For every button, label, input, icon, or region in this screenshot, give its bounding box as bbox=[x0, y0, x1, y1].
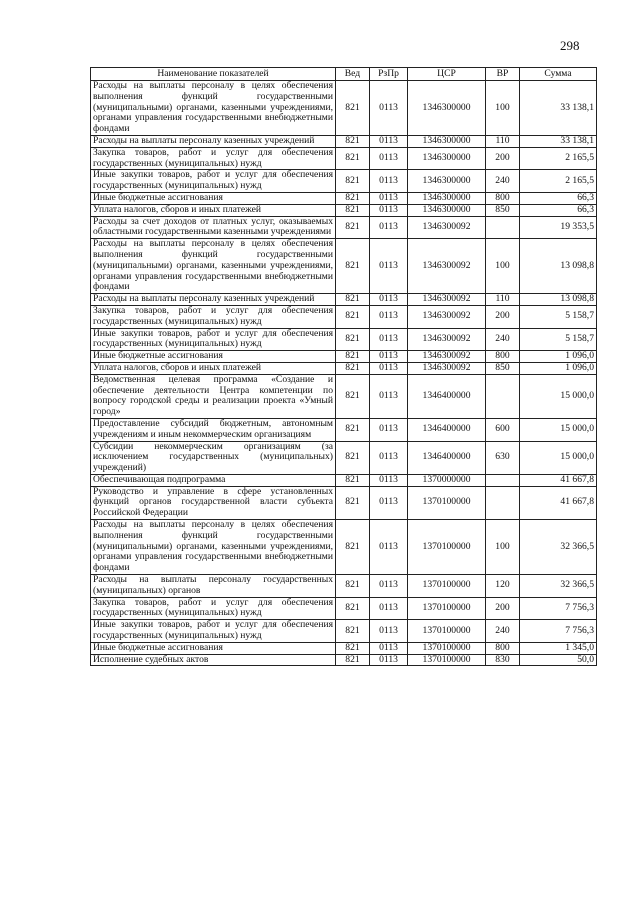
cell-sum: 41 667,8 bbox=[520, 486, 597, 519]
table-row bbox=[91, 170, 597, 193]
cell-vr: 630 bbox=[486, 441, 520, 474]
cell-vr: 100 bbox=[486, 520, 520, 575]
cell-ved: 821 bbox=[336, 575, 370, 598]
cell-rzpr: 0113 bbox=[370, 305, 408, 328]
table-row bbox=[91, 374, 597, 418]
cell-ved: 821 bbox=[336, 620, 370, 643]
cell-sum: 2 165,5 bbox=[520, 147, 597, 170]
cell-rzpr: 0113 bbox=[370, 642, 408, 654]
cell-rzpr: 0113 bbox=[370, 239, 408, 294]
cell-csr: 1370000000 bbox=[408, 474, 486, 486]
cell-ved: 821 bbox=[336, 305, 370, 328]
cell-vr: 120 bbox=[486, 575, 520, 598]
cell-vr: 800 bbox=[486, 192, 520, 204]
cell-sum: 7 756,3 bbox=[520, 597, 597, 620]
cell-csr: 1346300000 bbox=[408, 81, 486, 136]
table-row bbox=[91, 362, 597, 374]
cell-rzpr: 0113 bbox=[370, 486, 408, 519]
table-row bbox=[91, 575, 597, 598]
cell-rzpr: 0113 bbox=[370, 351, 408, 363]
table-header-row bbox=[91, 68, 597, 81]
cell-sum: 19 353,5 bbox=[520, 216, 597, 239]
cell-rzpr: 0113 bbox=[370, 474, 408, 486]
cell-rzpr: 0113 bbox=[370, 216, 408, 239]
table-row bbox=[91, 239, 597, 294]
cell-sum: 13 098,8 bbox=[520, 294, 597, 306]
cell-sum: 66,3 bbox=[520, 204, 597, 216]
cell-ved: 821 bbox=[336, 597, 370, 620]
table-row bbox=[91, 351, 597, 363]
cell-rzpr: 0113 bbox=[370, 328, 408, 351]
cell-rzpr: 0113 bbox=[370, 520, 408, 575]
cell-vr: 100 bbox=[486, 239, 520, 294]
cell-vr: 600 bbox=[486, 418, 520, 441]
cell-vr: 240 bbox=[486, 328, 520, 351]
cell-sum: 50,0 bbox=[520, 654, 597, 666]
table-row bbox=[91, 441, 597, 474]
cell-ved: 821 bbox=[336, 642, 370, 654]
cell-ved: 821 bbox=[336, 374, 370, 418]
cell-ved: 821 bbox=[336, 204, 370, 216]
cell-vr: 200 bbox=[486, 147, 520, 170]
header-vr: ВР bbox=[486, 68, 520, 81]
table-row bbox=[91, 418, 597, 441]
cell-ved: 821 bbox=[336, 351, 370, 363]
cell-rzpr: 0113 bbox=[370, 81, 408, 136]
cell-csr: 1370100000 bbox=[408, 597, 486, 620]
cell-ved: 821 bbox=[336, 170, 370, 193]
table-row bbox=[91, 620, 597, 643]
cell-ved: 821 bbox=[336, 135, 370, 147]
cell-csr: 1370100000 bbox=[408, 486, 486, 519]
cell-name: Иные бюджетные ассигнования bbox=[91, 192, 336, 204]
cell-sum: 1 096,0 bbox=[520, 362, 597, 374]
page-number: 298 bbox=[560, 38, 580, 53]
cell-rzpr: 0113 bbox=[370, 147, 408, 170]
cell-csr: 1370100000 bbox=[408, 575, 486, 598]
table-row bbox=[91, 192, 597, 204]
cell-rzpr: 0113 bbox=[370, 441, 408, 474]
cell-sum: 5 158,7 bbox=[520, 305, 597, 328]
cell-sum: 33 138,1 bbox=[520, 81, 597, 136]
table-row bbox=[91, 486, 597, 519]
cell-sum: 15 000,0 bbox=[520, 374, 597, 418]
cell-csr: 1346300092 bbox=[408, 362, 486, 374]
cell-name: Закупка товаров, работ и услуг для обеспечения государственных (муниципальных) нужд bbox=[91, 305, 336, 328]
cell-name: Иные закупки товаров, работ и услуг для обеспечения государственных (муниципальных) нужд bbox=[91, 170, 336, 193]
cell-vr: 850 bbox=[486, 204, 520, 216]
cell-csr: 1346400000 bbox=[408, 374, 486, 418]
header-csr: ЦСР bbox=[408, 68, 486, 81]
table-row bbox=[91, 305, 597, 328]
cell-ved: 821 bbox=[336, 239, 370, 294]
cell-sum: 66,3 bbox=[520, 192, 597, 204]
header-sum: Сумма bbox=[520, 68, 597, 81]
cell-vr: 850 bbox=[486, 362, 520, 374]
cell-name: Уплата налогов, сборов и иных платежей bbox=[91, 204, 336, 216]
cell-sum: 32 366,5 bbox=[520, 520, 597, 575]
cell-name: Иные закупки товаров, работ и услуг для обеспечения государственных (муниципальных) нужд bbox=[91, 328, 336, 351]
cell-ved: 821 bbox=[336, 474, 370, 486]
header-ved: Вед bbox=[336, 68, 370, 81]
table-row bbox=[91, 520, 597, 575]
header-name: Наименование показателей bbox=[91, 68, 336, 81]
cell-sum: 33 138,1 bbox=[520, 135, 597, 147]
cell-sum: 32 366,5 bbox=[520, 575, 597, 598]
cell-vr: 800 bbox=[486, 351, 520, 363]
cell-sum: 1 345,0 bbox=[520, 642, 597, 654]
table-body bbox=[91, 81, 597, 666]
cell-csr: 1346300092 bbox=[408, 239, 486, 294]
cell-ved: 821 bbox=[336, 147, 370, 170]
cell-rzpr: 0113 bbox=[370, 575, 408, 598]
cell-rzpr: 0113 bbox=[370, 374, 408, 418]
table-row bbox=[91, 147, 597, 170]
cell-vr: 110 bbox=[486, 135, 520, 147]
cell-name: Предоставление субсидий бюджетным, автономным учреждениям и иным некоммерческим организациям bbox=[91, 418, 336, 441]
table-row bbox=[91, 204, 597, 216]
cell-rzpr: 0113 bbox=[370, 135, 408, 147]
cell-vr: 200 bbox=[486, 597, 520, 620]
cell-csr: 1346300000 bbox=[408, 170, 486, 193]
cell-rzpr: 0113 bbox=[370, 654, 408, 666]
table-row bbox=[91, 597, 597, 620]
cell-csr: 1370100000 bbox=[408, 620, 486, 643]
cell-rzpr: 0113 bbox=[370, 192, 408, 204]
cell-vr: 800 bbox=[486, 642, 520, 654]
cell-ved: 821 bbox=[336, 486, 370, 519]
cell-rzpr: 0113 bbox=[370, 362, 408, 374]
header-rzpr: РзПр bbox=[370, 68, 408, 81]
cell-name: Обеспечивающая подпрограмма bbox=[91, 474, 336, 486]
cell-vr: 830 bbox=[486, 654, 520, 666]
cell-name: Уплата налогов, сборов и иных платежей bbox=[91, 362, 336, 374]
cell-csr: 1370100000 bbox=[408, 642, 486, 654]
cell-ved: 821 bbox=[336, 328, 370, 351]
cell-name: Закупка товаров, работ и услуг для обеспечения государственных (муниципальных) нужд bbox=[91, 147, 336, 170]
cell-csr: 1346300092 bbox=[408, 294, 486, 306]
cell-name: Закупка товаров, работ и услуг для обеспечения государственных (муниципальных) нужд bbox=[91, 597, 336, 620]
table-row bbox=[91, 216, 597, 239]
table-row bbox=[91, 135, 597, 147]
cell-name: Расходы на выплаты персоналу казенных учреждений bbox=[91, 294, 336, 306]
cell-name: Расходы за счет доходов от платных услуг, оказываемых областными государственными казенными учреждениями bbox=[91, 216, 336, 239]
cell-csr: 1346300092 bbox=[408, 328, 486, 351]
cell-vr: 110 bbox=[486, 294, 520, 306]
cell-rzpr: 0113 bbox=[370, 620, 408, 643]
cell-ved: 821 bbox=[336, 362, 370, 374]
table-row bbox=[91, 654, 597, 666]
cell-vr: 200 bbox=[486, 305, 520, 328]
cell-vr: 100 bbox=[486, 81, 520, 136]
cell-csr: 1346300000 bbox=[408, 147, 486, 170]
cell-name: Расходы на выплаты персоналу в целях обеспечения выполнения функций государственными (муниципальными) органами, казенными учреждениями, органами управления государственными внебюджетными фондами bbox=[91, 81, 336, 136]
cell-ved: 821 bbox=[336, 216, 370, 239]
cell-ved: 821 bbox=[336, 294, 370, 306]
cell-sum: 5 158,7 bbox=[520, 328, 597, 351]
table-row bbox=[91, 294, 597, 306]
cell-name: Исполнение судебных актов bbox=[91, 654, 336, 666]
cell-name: Расходы на выплаты персоналу государственных (муниципальных) органов bbox=[91, 575, 336, 598]
cell-csr: 1346400000 bbox=[408, 418, 486, 441]
cell-sum: 15 000,0 bbox=[520, 418, 597, 441]
cell-sum: 13 098,8 bbox=[520, 239, 597, 294]
cell-vr: 240 bbox=[486, 620, 520, 643]
cell-rzpr: 0113 bbox=[370, 418, 408, 441]
budget-table bbox=[90, 67, 597, 666]
cell-name: Иные бюджетные ассигнования bbox=[91, 351, 336, 363]
cell-ved: 821 bbox=[336, 418, 370, 441]
cell-ved: 821 bbox=[336, 654, 370, 666]
cell-csr: 1346300000 bbox=[408, 135, 486, 147]
cell-name: Руководство и управление в сфере установленных функций органов государственной власти субъекта Российской Федерации bbox=[91, 486, 336, 519]
table-row bbox=[91, 474, 597, 486]
cell-csr: 1346300000 bbox=[408, 192, 486, 204]
table-row bbox=[91, 642, 597, 654]
table-row bbox=[91, 81, 597, 136]
cell-rzpr: 0113 bbox=[370, 170, 408, 193]
cell-vr: 240 bbox=[486, 170, 520, 193]
cell-name: Расходы на выплаты персоналу в целях обеспечения выполнения функций государственными (муниципальными) органами, казенными учреждениями, органами управления государственными внебюджетными фондами bbox=[91, 239, 336, 294]
cell-sum: 1 096,0 bbox=[520, 351, 597, 363]
cell-csr: 1370100000 bbox=[408, 654, 486, 666]
cell-sum: 15 000,0 bbox=[520, 441, 597, 474]
cell-vr bbox=[486, 216, 520, 239]
cell-csr: 1346300092 bbox=[408, 305, 486, 328]
cell-name: Расходы на выплаты персоналу казенных учреждений bbox=[91, 135, 336, 147]
cell-ved: 821 bbox=[336, 81, 370, 136]
cell-vr bbox=[486, 474, 520, 486]
cell-ved: 821 bbox=[336, 520, 370, 575]
cell-csr: 1346400000 bbox=[408, 441, 486, 474]
table-row bbox=[91, 328, 597, 351]
cell-csr: 1346300092 bbox=[408, 351, 486, 363]
cell-csr: 1346300000 bbox=[408, 204, 486, 216]
cell-name: Расходы на выплаты персоналу в целях обеспечения выполнения функций государственными (муниципальными) органами, казенными учреждениями, органами управления государственными внебюджетными фондами bbox=[91, 520, 336, 575]
cell-rzpr: 0113 bbox=[370, 204, 408, 216]
cell-rzpr: 0113 bbox=[370, 294, 408, 306]
cell-sum: 41 667,8 bbox=[520, 474, 597, 486]
cell-ved: 821 bbox=[336, 441, 370, 474]
cell-name: Иные бюджетные ассигнования bbox=[91, 642, 336, 654]
cell-sum: 2 165,5 bbox=[520, 170, 597, 193]
cell-csr: 1370100000 bbox=[408, 520, 486, 575]
cell-sum: 7 756,3 bbox=[520, 620, 597, 643]
cell-rzpr: 0113 bbox=[370, 597, 408, 620]
cell-name: Иные закупки товаров, работ и услуг для обеспечения государственных (муниципальных) нужд bbox=[91, 620, 336, 643]
cell-ved: 821 bbox=[336, 192, 370, 204]
cell-name: Ведомственная целевая программа «Создание и обеспечение деятельности Центра компетенции по вопросу городской среды и реализации проекта «Умный город» bbox=[91, 374, 336, 418]
cell-vr bbox=[486, 486, 520, 519]
cell-csr: 1346300092 bbox=[408, 216, 486, 239]
cell-name: Субсидии некоммерческим организациям (за исключением государственных (муниципальных) учреждений) bbox=[91, 441, 336, 474]
cell-vr bbox=[486, 374, 520, 418]
